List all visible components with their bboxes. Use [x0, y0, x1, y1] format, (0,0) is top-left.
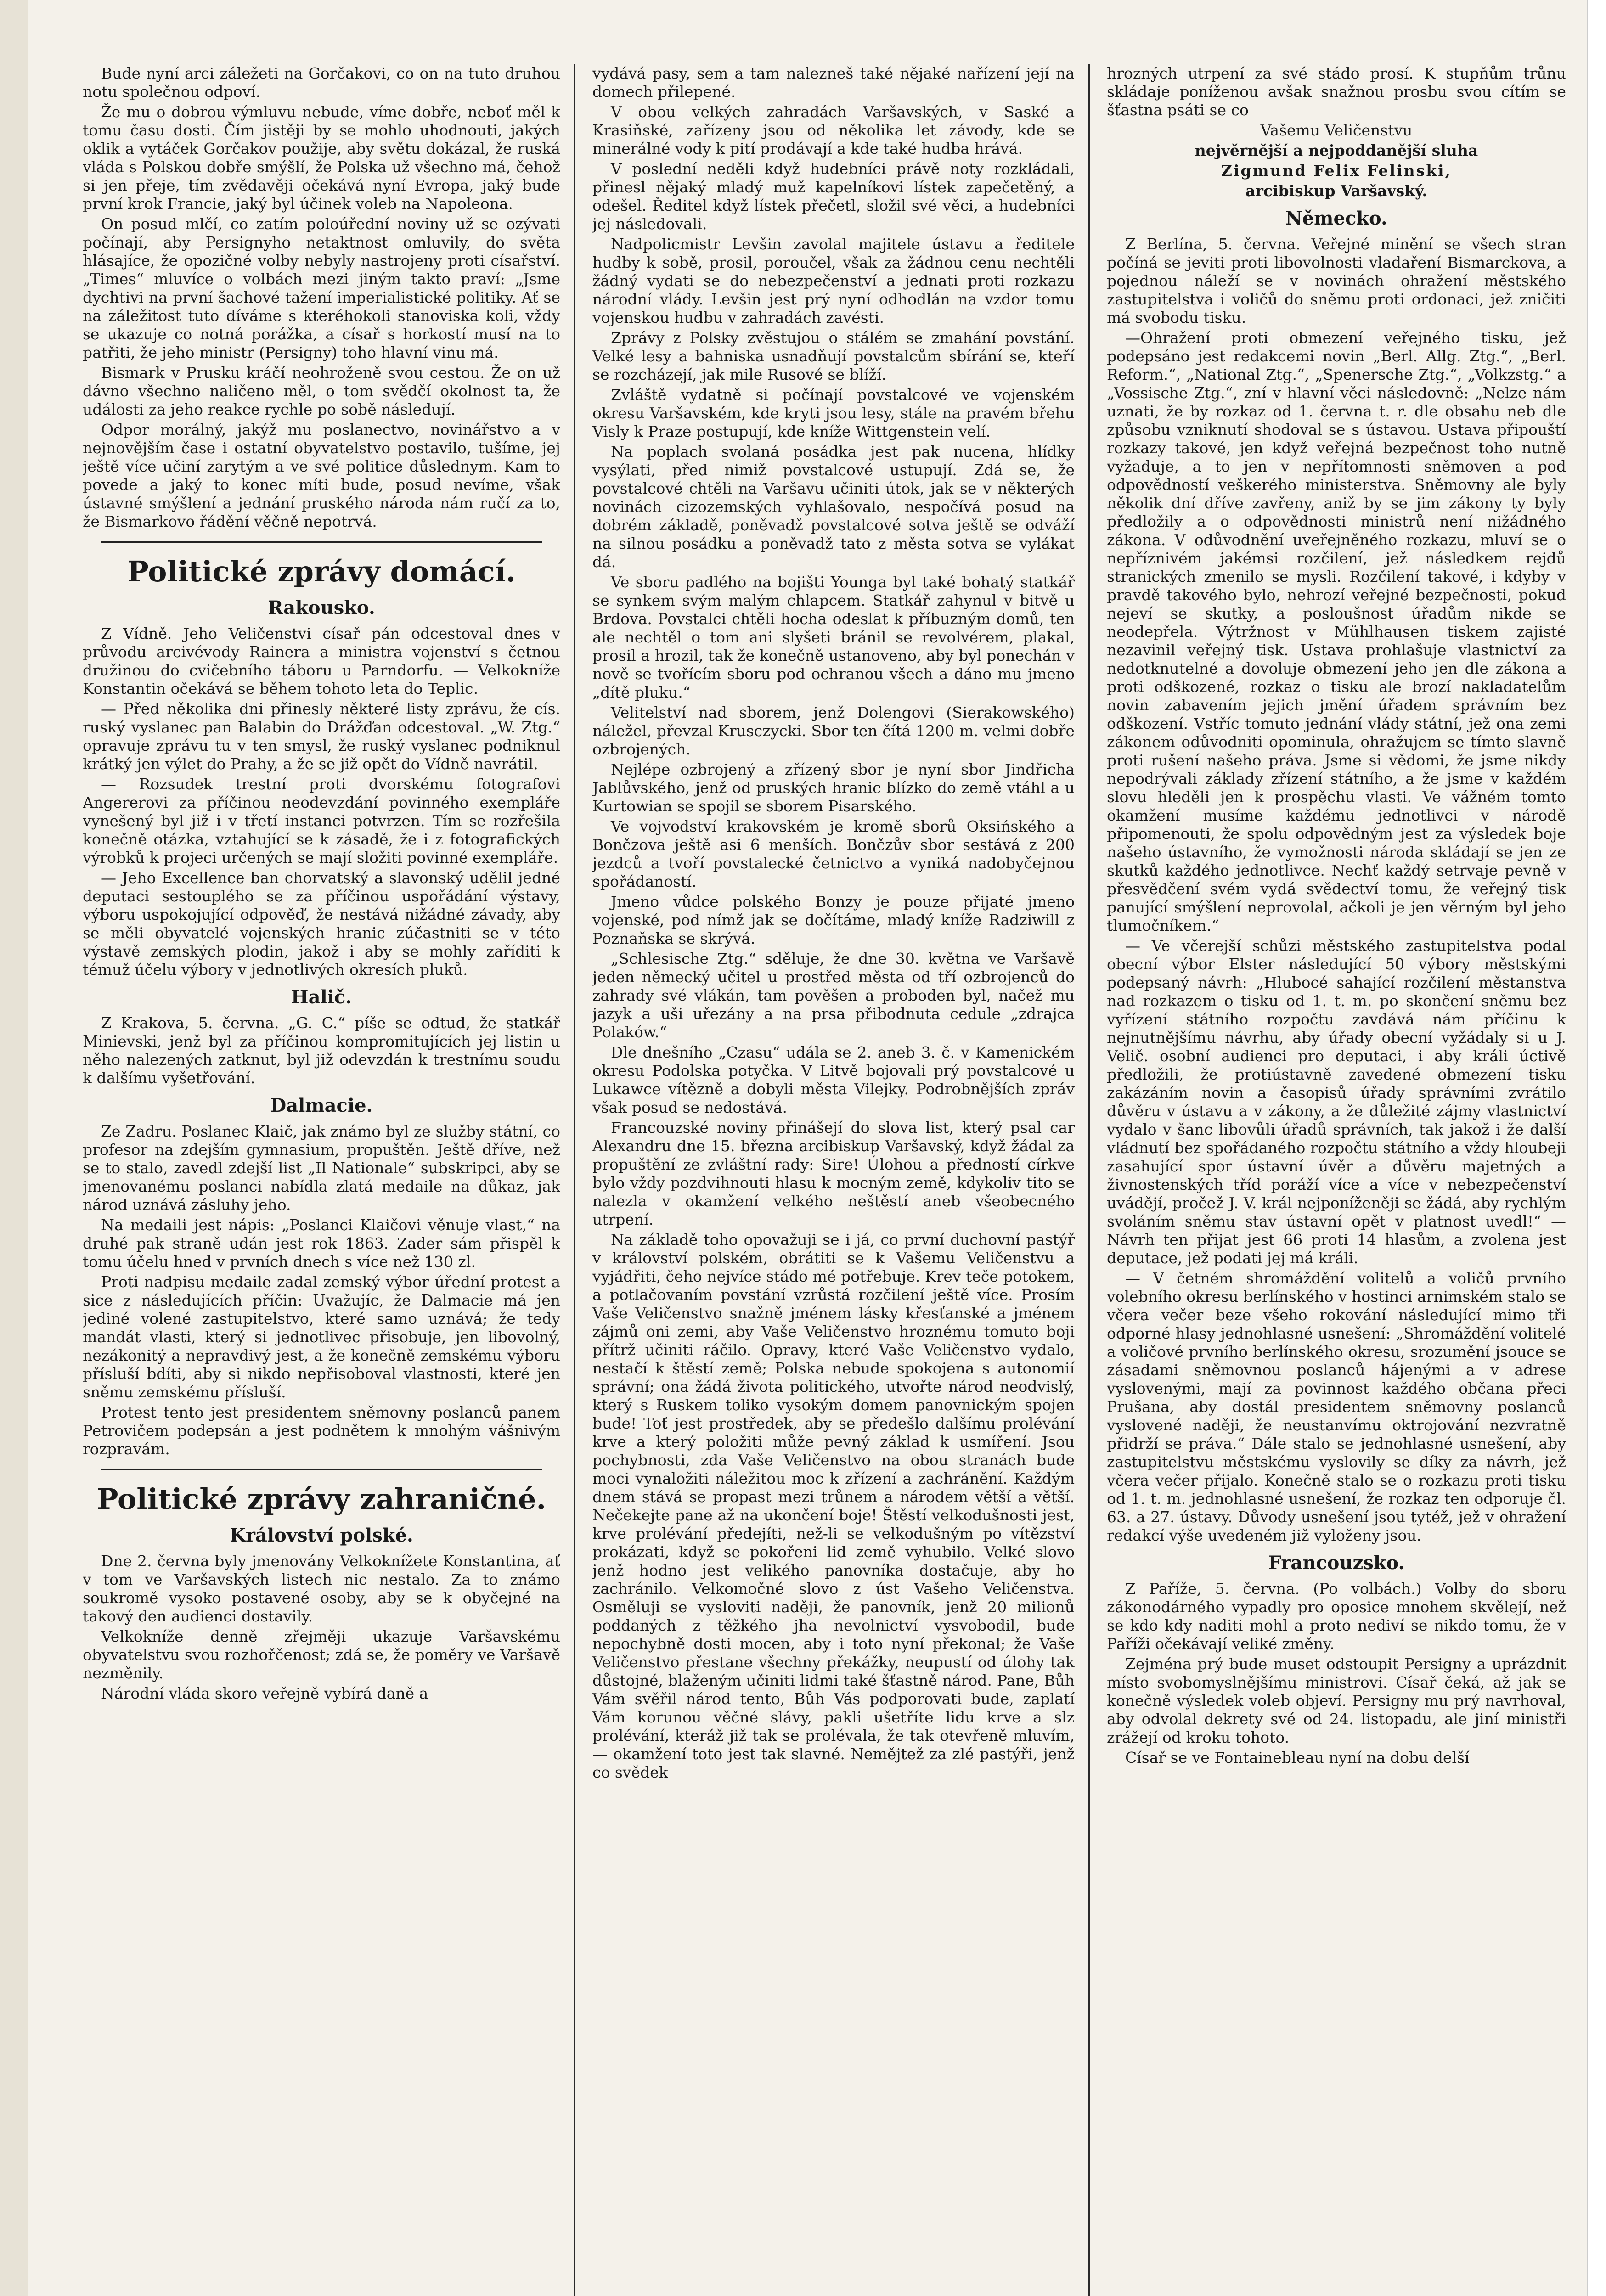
page-margin-right — [1587, 0, 1606, 2296]
paragraph: Císař se ve Fontainebleau nyní na dobu delší — [1125, 1749, 1470, 1767]
subheading-nemecko: Německo. — [1285, 208, 1387, 229]
paragraph: Národní vláda skoro veřejně vybírá daně a — [101, 1684, 428, 1702]
paragraph: Ve vojvodství krakovském je kromě sborů Oksińského a Bončzova ještě asi 6 menších. Bončzův sbor sestává z 200 jezdců a tvoří povstalecké četnictvo a vyniká nadobyčejnou spořádaností. — [592, 817, 1075, 890]
subheading-rakousko: Rakousko. — [268, 597, 375, 619]
paragraph: On posud mlčí, co zatím poloúřední noviny už se ozývati počínají, aby Persignyho netaktnost omluvily, do světa hlásajíce, že opozičné volby nebyly nastrojeny proti císařství. „Times“ mluvíce o volbách mezi jiným takto praví: „Jsme dychtivi na první šachové tažení imperialistické politiky. Ať se na záležitost tuto díváme s kteréhokoli stanoviska koli, vždy se ukazuje co notná porážka, a císař s horkostí musí na to patřiti, že jeho ministr (Persigny) toho hlavní vinu má. — [83, 215, 560, 361]
column-1 — [83, 64, 560, 2296]
signature-title: arcibiskup Varšavský. — [1245, 182, 1427, 200]
paragraph: Že mu o dobrou výmluvu nebude, víme dobře, neboť měl k tomu času dosti. Čím jistěji by se mohlo uhodnouti, jakých oklik a vytáček Gorčakov použije, aby světu dokázal, že ruská vláda s Polskou dobře smýšlí, že Polska už všechno má, čehož si jen přeje, tím zvědavěji očekává nyní Evropa, jaký bude první krok Francie, jaký byl účinek voleb na Napoleona. — [83, 103, 560, 213]
paragraph: Jmeno vůdce polského Bonzy je pouze přijaté jmeno vojenské, pod nímž jak se dočítáme, mladý kníže Radziwill z Poznaňska se skrývá. — [592, 893, 1075, 947]
paragraph: Z Berlína, 5. června. Veřejné minění se všech stran počíná se jeviti proti libovolnosti vladaření Bismarckova, a pojednou náleží se v novinách ohražení městského zastupitelstva i voličů do sněmu proti ordonaci, jež zničiti má svobodu tisku. — [1107, 235, 1566, 326]
paragraph: — Rozsudek trestní proti dvorskému fotografovi Angererovi za příčinou neodevzdání povinného exempláře vynešený byl již i v třetí instanci potvrzen. Tím se rozřešila konečně otázka, vztahující se k zásadě, že i z fotografických výrobků k projeci určených se mají složiti povinné exempláře. — [83, 775, 560, 867]
paragraph: Velitelství nad sborem, jenž Dolengovi (Sierakowského) náležel, převzal Krusczycki. Sbor ten čítá 1200 m. velmi dobře ozbrojených. — [592, 703, 1075, 758]
column-rule — [1088, 64, 1090, 2296]
paragraph: Dle dnešního „Czasu“ udála se 2. aneb 3. č. v Kamenickém okresu Podolska potyčka. V Litvě bojovali prý povstalcové u Lukawce vítězně a dobyli města Vilejky. Podrobnějších zpráv však posud se nedostává. — [592, 1043, 1075, 1116]
signature-line: Vašemu Veličenstvu — [1260, 121, 1413, 139]
paragraph: Na základě toho opovažuji se i já, co první duchovní pastýř v království polském, obrátiti se k Vašemu Veličenstvu a vyjádřiti, čeho nejvíce stádo mé potřebuje. Krev teče potokem, a potlačovaním povstání vzrůstá rozčilení ještě více. Prosím Vaše Veličenstvo snažně jménem lásky křesťanské a jménem zájmů oni zemi, aby Vaše Veličenstvo hroznému tomuto boji přítrž učiniti ráčilo. Opravy, které Vaše Veličenstvo vydalo, nestačí k štěstí země; Polska nebude spokojena s autonomií správní; ona žádá života politického, utvořte národ neodvislý, který s Ruskem toliko vysokým domem panovnickým spojen bude! Toť jest prostředek, aby se předešlo dalšímu prolévání krve a který položiti může pevný základ k usmíření. Jsou pochybnosti, zda Vaše Veličenstvo na obou stranách bude moci vynaložiti náležitou moc k zřízení a zachránění. Každým dnem stává se propast mezi trůnem a národem větší a větší. Nečekejte pane až na ukončení boje! Štěstí velkodušnosti jest, krve prolévání předejíti, než-li se velkodušným po vítězství prokázati, když se pokořeni lid země vyhubilo. Velké slovo jenž hodno jest velikého panovníka dostačuje, aby ho zachránilo. Velkomočné slovo z úst Vašeho Veličenstva. Osměluji se vysloviti naději, že panovník, jenž 20 milionů poddaných z těžkého jha nevolnictví vysvobodil, bude nepochybně dosti mocen, aby i toto nyní překonal; že Vaše Veličenstvo přestane všechny překážky, neupustí od úlohy tak důstojné, blaženým učiniti lidmi také šťastně národ. Pane, Bůh Vám svěřil národ tento, Bůh Vás podporovati bude, zaplatí Vám korunou věčné slávy, pakli ušetříte lidu krve a slz prolévání, kteráž již tak se prolévala, že tak otevřeně mluvím, — okamžení toto jest tak slavné. Nemějtež za zlé pastýři, jenž co svědek — [592, 1231, 1075, 1781]
section-heading-foreign: Politické zprávy zahraničné. — [96, 1482, 547, 1516]
paragraph: Bude nyní arci záležeti na Gorčakovi, co on na tuto druhou notu společnou odpoví. — [83, 64, 560, 101]
paragraph: vydává pasy, sem a tam nalezneš také nějaké nařízení její na domech přilepené. — [592, 64, 1075, 101]
subheading-francouzsko: Francouzsko. — [1268, 1552, 1405, 1574]
paragraph: Z Paříže, 5. června. (Po volbách.) Volby do sboru zákonodárného vypadly pro oposice mnohem skvělejí, než se kdo kdy naditi mohl a proto nediví se nikdo tomu, že v Paříži očekávají veliké změny. — [1107, 1580, 1566, 1653]
paragraph: Nejlépe ozbrojený a zřízený sbor je nyní sbor Jindřicha Jablůvského, jenž od pruských hranic blízko do země vtáhl a u Kurtowian se spojil se sborem Pisarského. — [592, 760, 1075, 815]
paragraph: Velkokníže denně zřejměji ukazuje Varšavskému obyvatelstvu svou rozhořčenost; zdá se, že poměry ve Varšavě nezměnily. — [83, 1627, 560, 1682]
paragraph: Zejména prý bude muset odstoupit Persigny a uprázdnit místo svobomyslnějšímu ministrovi. Císař čeká, až jak se konečně výsledek voleb objeví. Persigny mu prý navrhoval, aby odvolal dekrety své od 24. listopadu, ale jiní ministři zrážejí od kroku tohoto. — [1107, 1655, 1566, 1746]
column-2 — [592, 64, 1075, 2296]
column-3 — [1107, 64, 1566, 2296]
paragraph: Zvláště vydatně si počínají povstalcové ve vojenském okresu Varšavském, kde kryti jsou lesy, stále na pravém břehu Visly k Praze postupují, kde kníže Wittgenstein velí. — [592, 386, 1075, 440]
paragraph: Z Vídně. Jeho Veličenstvi císař pán odcestoval dnes v průvodu arcivévody Rainera a ministra vojenství s četnou družinou do cvičebního táboru u Parndorfu. — Velkokníže Konstantin očekává se během tohoto leta do Teplic. — [83, 625, 560, 698]
section-heading-domestic: Politické zprávy domácí. — [127, 555, 516, 588]
section-divider — [101, 1469, 542, 1470]
paragraph: Z Krakova, 5. června. „G. C.“ píše se odtud, že statkář Minievski, jenž byl za příčinou kompromitujících jej listin u něho nalezených zatknut, byl již odevzdán k trestnímu soudu k dalšímu vyšetřování. — [83, 1014, 560, 1087]
paragraph: Na medaili jest nápis: „Poslanci Klaičovi věnuje vlast,“ na druhé pak straně udán jest rok 1863. Zader sám přispěl k tomu účelu hned v prvních dnech s více než 130 zl. — [83, 1216, 560, 1271]
section-divider — [101, 541, 542, 543]
paragraph: Odpor morálný, jakýž mu poslanectvo, novinářstvo a v nejnovějším čase i ostatní obyvatelstvo postavilo, tušíme, jej ještě více učiní zarytým a ve své politice důslednym. Kam to povede a jaký to konec míti bude, posud nevíme, však ústavné smýšlení a jednání pruského národa nám ručí za to, že Bismarkovo řádění věčně nepotrvá. — [83, 421, 560, 530]
paragraph: — Před několika dni přinesly některé listy zprávu, že cís. ruský vyslanec pan Balabin do Drážďan odcestoval. „W. Ztg.“ opravuje zprávu tu v ten smysl, že ruský vyslanec podniknul krátký jen výlet do Prahy, a že se již opět do Vídně navrátil. — [83, 700, 560, 773]
paragraph: Ze Zadru. Poslanec Klaič, jak známo byl ze služby státní, co profesor na zdejším gymnasium, propuštěn. Ještě dříve, než se to stalo, zavedl zdejší list „Il Nationale“ subskripci, aby se jmenovanému poslanci nabídla zlatá medaile na důkaz, jak národ uznává zásluhy jeho. — [83, 1122, 560, 1214]
subheading-halic: Halič. — [291, 986, 352, 1008]
paragraph: — Jeho Excellence ban chorvatský a slavonský udělil jedné deputaci sestouplého se za příčinou uspořádání výstavy, výboru uspokojující odpověď, že nestává nižádné závady, aby se měli obyvatelé vojenských hranic zúčastniti se v této výstavě zemských plodin, jakož i aby se mohly zaříditi k témuž účelu výbory v jednotlivých okresích pluků. — [83, 869, 560, 979]
signature-name: Zigmund Felix Felinski, — [1221, 162, 1452, 180]
paragraph: „Schlesische Ztg.“ sděluje, že dne 30. května ve Varšavě jeden německý učitel u prostřed města od tří ozbrojenců do zahrady své vlákán, tam pověšen a proboden byl, načež mu jazyk a uši uřezány a na prsa přibodnuta cedule „zdrajca Polaków.“ — [592, 950, 1075, 1041]
column-rule — [574, 64, 575, 2296]
signature-line: nejvěrnější a nejpoddanější sluha — [1195, 141, 1478, 159]
paragraph: — V četném shromáždění volitelů a voličů prvního volebního okresu berlínského v hostinci arnimském stalo se včera večer beze všeho rokování následující mimo tři odporné hlasy jednohlasné usnešení: „Shromáždění volitelé a voličové prvního berlínského okresu, srozumění jsouce se zásadami sněmovnou poslanců hájenými a v adrese vyslovenými, mají za povinnost každého občana přeci Prušana, aby dostál presidentem sněmovny poslanců vyslovené naději, že neustanvímu oktrojování nezvratně přidrží se práva.“ Dále stalo se jednohlasné usnešení, aby zastupitelstvu městskému vyslovily se díky za návrh, jež včera večer přijalo. Konečně stalo se o rozkazu proti tisku od 1. t. m. jednohlasné usnešení, že rozkaz ten odporuje čl. 63. a 27. ústavy. Důvody usnešení jsou tytéž, jež v ohražení redakcí výše uvedeném již vyloženy jsou. — [1107, 1269, 1566, 1544]
paragraph: Proti nadpisu medaile zadal zemský výbor úřední protest a sice z následujících příčin: Uvažujíc, že Dalmacie má jen jediné volené zastupitelstvo, které samo uznává; že tedy mandát vlasti, který si jednotlivec přisobuje, jen libovolný, nezákonitý a nepravdivý jest, a že konečně zemskému výboru přísluší bdíti, aby si nikdo nepřisoboval vlastnosti, které jen sněmu zemskému přísluší. — [83, 1273, 560, 1401]
page-margin-left — [0, 0, 28, 2296]
paragraph: — Ve včerejší schůzi městského zastupitelstva podal obecní výbor Elster následující 50 výbory městskými podepsaný návrh: „Hlubocé sahající rozčilení městanstva nad rozkazem o tisku od 1. t. m. po skončení sněmu bez vyřízení státního rozpočtu zavdává nám příčinu k nejnutnějšímu návrhu, aby úřady obecní vyžádaly si u J. Velič. osobní audienci pro deputaci, i aby králi úctivě předložili, že protiústavně zavedené obmezení tisku zakázáním novin a časopisů úřady správními zvrátilo důvěru v ústavu a v zákony, a že důležité zájmy vlastnictví vydalo v šanc libovůli úřadů správních, tak jakož i že další vládnutí bez spořádaného rozpočtu státního a vždy hloubeji zasahující spor ústavní úvěr a důvěru majetných a živnostenských tříd poráží více a více v nebezpečenství uvádějí, pročež J. V. král nejponíženěji se žádá, aby rychlým svoláním sněmu stav ústavní opět v platnost uvedl!“ — Návrh ten přijat jest 66 proti 14 hlasům, a zvolena jest deputace, jež podati jej má králi. — [1107, 937, 1566, 1267]
subheading-kralovstvi-polske: Království polské. — [230, 1525, 413, 1546]
paragraph: V poslední neděli když hudebníci právě noty rozkládali, přinesl nějaký mladý muž kapelníkovi lístek zapečetěný, a odešel. Ředitel když lístek přečetl, složil své věci, a hudebníci jej následovali. — [592, 160, 1075, 233]
paragraph: Nadpolicmistr Levšin zavolal majitele ústavu a ředitele hudby k sobě, prosil, poroučel, však za žádnou cenu nechtěli žádný vydati se do nebezpečenství a jednati proti rozkazu národní vlády. Levšin jest prý nyní odhodlán na vzdor tomu vojenskou hudbu v zahradách zavésti. — [592, 235, 1075, 326]
paragraph: Ve sboru padlého na bojišti Younga byl také bohatý statkář se synkem svým malým chlapcem. Statkář zahynul v bitvě u Brdova. Povstalci chtěli hocha odeslat k příbuzným domů, ten ale nechtěl o tom ani slyšeti bránil se revolvérem, plakal, prosil a hrozil, tak že konečně ustanoveno, aby byl ponechán v nově se tvořícím sboru pod ochranou všech a dáno mu jmeno „dítě pluku.“ — [592, 573, 1075, 701]
paragraph: Na poplach svolaná posádka jest pak nucena, hlídky vysýlati, před nimiž povstalcové ustupují. Zdá se, že povstalcové chtěli na Varšavu učiniti útok, jak se v některých novinách cizozemských vyhlašovalo, nespočívá posud na dobrém základě, poněvadž povstalcové sotva ještě se odváží na silnou posádku a poněvadž tato z města sotva se vylákat dá. — [592, 443, 1075, 571]
paragraph: V obou velkých zahradách Varšavských, v Saské a Krasiňské, zařízeny jsou od několika let závody, kde se minerálné vody k pití prodávají a kde také hudba hrává. — [592, 103, 1075, 158]
paragraph: Zprávy z Polsky zvěstujou o stálém se zmahání povstání. Velké lesy a bahniska usnadňují povstalcům sbírání se, kteří se rozcházejí, jak mile Rusové se blíží. — [592, 329, 1075, 383]
paragraph: Protest tento jest presidentem sněmovny poslanců panem Petrovičem podepsán a jest podnětem k mnohým vášnivým rozpravám. — [83, 1403, 560, 1458]
paragraph: Dne 2. června byly jmenovány Velkoknížete Konstantina, ať v tom ve Varšavských listech nic nestalo. Za to známo soukromě vysoko postavené osoby, aby se k obyčejné na takový den audienci dostavily. — [83, 1552, 560, 1625]
paragraph: Bismark v Prusku kráčí neohroženě svou cestou. Že on už dávno všechno naličeno měl, o tom svědčí okolnost ta, že události za jeho reakce rychle po sobě následují. — [83, 364, 560, 418]
subheading-dalmacie: Dalmacie. — [270, 1095, 373, 1116]
newspaper-page — [83, 64, 1566, 2296]
paragraph: hrozných utrpení za své stádo prosí. K stupňům trůnu skládaje poníženou avšak snažnou prosbu svou cítím se šťastna psáti se co — [1107, 64, 1566, 119]
paragraph: —Ohražení proti obmezení veřejného tisku, jež podepsáno jest redakcemi novin „Berl. Allg. Ztg.“, „Berl. Reform.“, „National Ztg.“, „Spenersche Ztg.“, „Volkzstg.“ a „Vossische Ztg.“, zní v hlavní věci následovně: „Nelze nám uznati, že by rozkaz od 1. června t. r. dle obsahu neb dle způsobu vzniknutí shodoval se s ústavou. Ustava připouští rozkazy takové, jen když veřejná bezpečnost toho nutně vyžaduje, a to jen v nepřítomnosti sněmoven a pod odpovědností veškerého ministerstva. Sněmovny ale byly několik dní dříve zavřeny, aniž by se jim zákony ty byly předložily a o odpovědnosti ministrů není nižádného zákona. V odůvodnění uveřejněného rozkazu, mluví se o nepříznivém jakémsi rozčilení, jež následkem rejdů stranických zmenilo se mysli. Rozčilení takové, i kdyby v pravdě takového bylo, nehrozí veřejné bezpečnosti, pokud nejeví se skutky, a posloušnost úřadům nikde se neodepřela. Výtržnost v Mühlhausen tiskem zajisté nezavinil veřejný tisk. Ustava prohlašuje vlastnictví za nedotknutelné a dovoluje obmezení jeho jen dle zákona a proti odškozené, rozkaz o tisku ale brozí nakladatelům novin zabavením jejich jmění úřadem správním bez odškození. Vstříc tomuto jednání vlády státní, jež ona zemi zákonem odůvodniti opominula, ohražujem se tímto slavně proti rušení našeho práva. Jsme si vědomi, že jsme nikdy nepodrývali základy zřízení státního, a že jsme v každém slovu hleděli jen k prospěchu vlasti. Ve vážném tomto okamžení musíme každému jednotlivci v národě připomenouti, že spolu odpovědným jest za výsledek boje našeho ústavního, že vymožnosti národa skládají se jen ze skutků každého jednotlivce. Nechť každý setrvaje pevně v přesvědčení svém vydá svědectví tomu, že veřejný tisk panující smýšlení neprovolal, ačkoli je jen věrným byl jeho tlumočníkem.“ — [1107, 329, 1566, 934]
paragraph: Francouzské noviny přinášejí do slova list, který psal car Alexandru dne 15. března arcibiskup Varšavský, když žádal za propuštění ze zvláštní rady: Sire! Úlohou a předností církve bylo vždy pozdvihnouti hlasu k mocným země, kdykoliv tito se nalezla v okamžení velkého neštěstí aneb všeobecného utrpení. — [592, 1119, 1075, 1228]
